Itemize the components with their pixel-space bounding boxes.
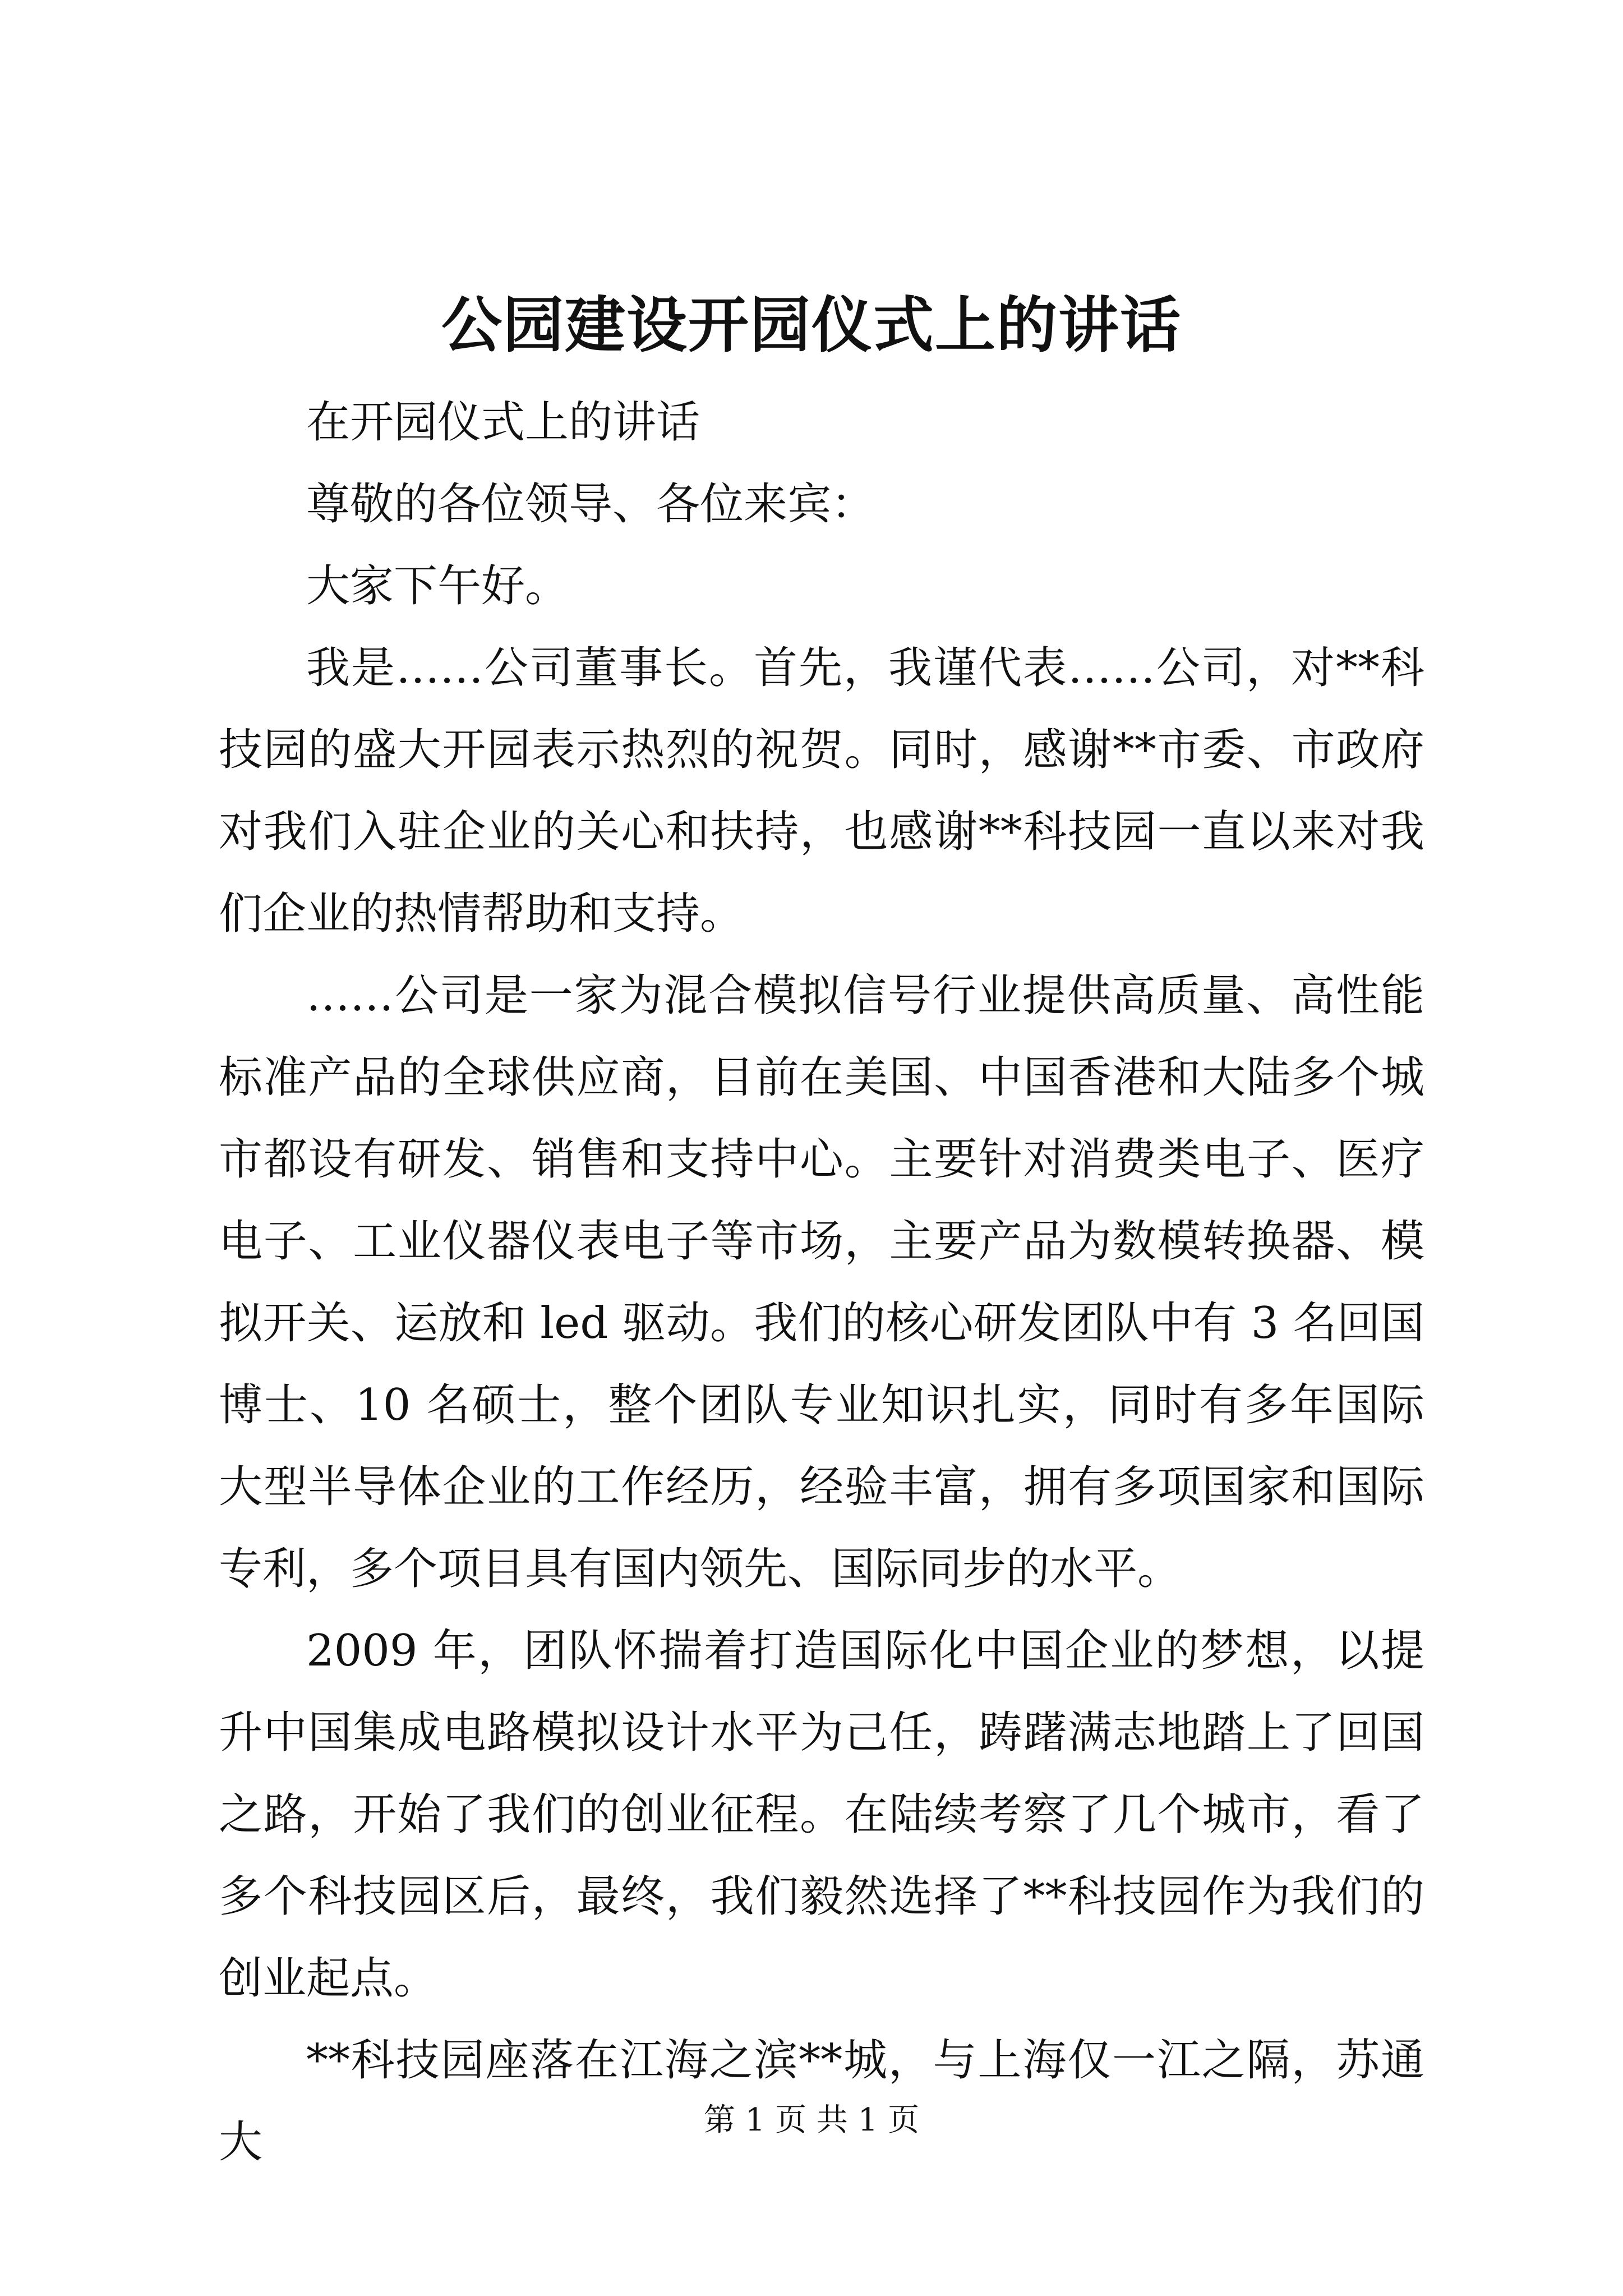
paragraph: 尊敬的各位领导、各位来宾： <box>306 479 875 530</box>
paragraph: 我是……公司董事长。首先，我谨代表……公司，对**科技园的盛大开园表示热烈的祝贺。同时，感谢**市委、市政府对我们入驻企业的关心和扶持，也感谢**科技园一直以来对我们企业的热情帮助和支持。 <box>219 643 1424 939</box>
document-title: 公园建设开园仪式上的讲话 <box>441 290 1182 361</box>
paragraph: **科技园座落在江海之滨**城，与上海仅一江之隔，苏通大 <box>219 2035 1424 2168</box>
paragraph: 在开园仪式上的讲话 <box>306 397 700 448</box>
paragraph: 2009 年，团队怀揣着打造国际化中国企业的梦想，以提升中国集成电路模拟设计水平为己任，踌躇满志地踏上了回国之路，开始了我们的创业征程。在陆续考察了几个城市，看了多个科技园区后，最终，我们毅然选择了**科技园作为我们的创业起点。 <box>219 1626 1424 2004</box>
page-footer: 第 1 页 共 1 页 <box>703 2102 920 2138</box>
paragraph: 大家下午好。 <box>306 561 569 611</box>
document-body <box>219 381 1424 2183</box>
paragraph: ……公司是一家为混合模拟信号行业提供高质量、高性能标准产品的全球供应商，目前在美国、中国香港和大陆多个城市都设有研发、销售和支持中心。主要针对消费类电子、医疗电子、工业仪器仪表电子等市场，主要产品为数模转换器、模拟开关、运放和 led 驱动。我们的核心研发团队中有 3 名回国博士、10 名硕士，整个团队专业知识扎实，同时有多年国际大型半导体企业的工作经历，经验丰富，拥有多项国家和国际专利，多个项目具有国内领先、国际同步的水平。 <box>219 970 1424 1594</box>
